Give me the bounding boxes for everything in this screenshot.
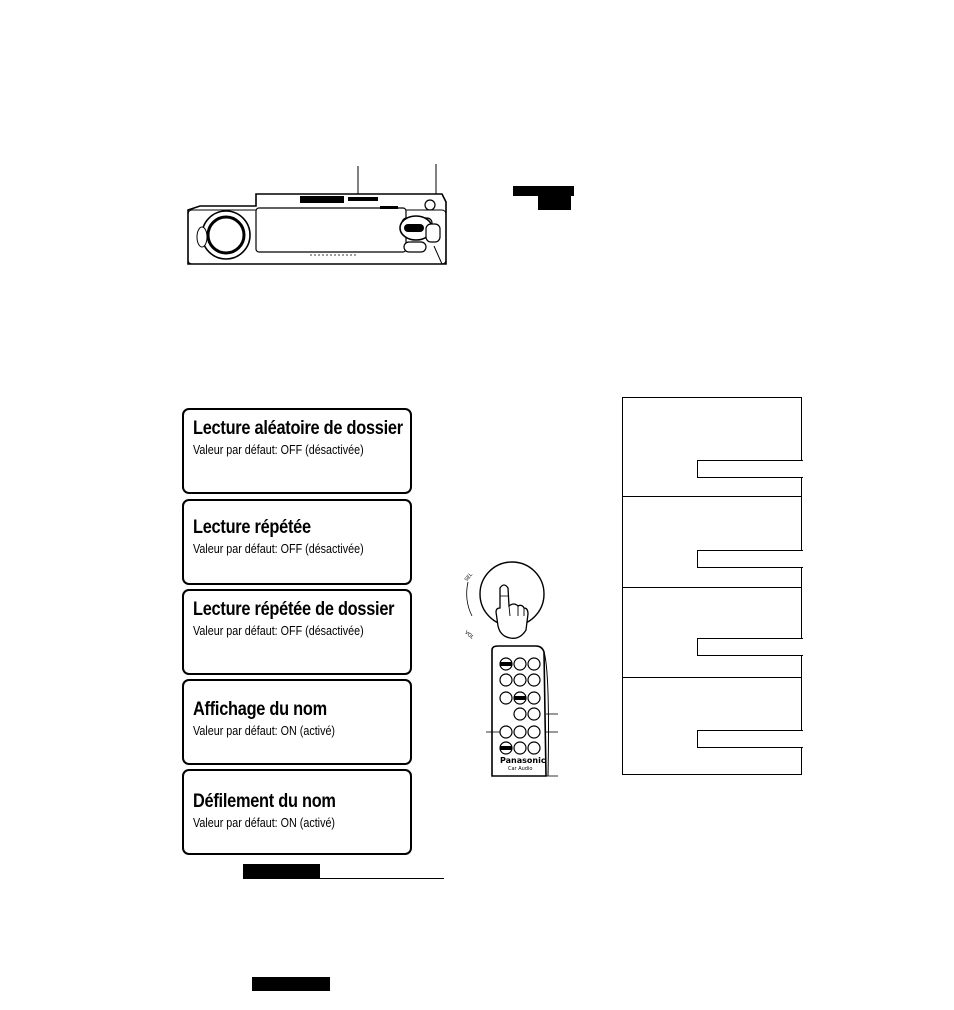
underline-rule [320, 878, 444, 879]
remote-subbrand: Car Audio [508, 766, 533, 772]
setting-box-folder-repeat [182, 589, 412, 675]
redacted-label-footer [252, 977, 330, 991]
setting-title: Affichage du nom [193, 699, 327, 720]
panel-divider [623, 677, 801, 678]
setting-box-repeat [182, 499, 412, 585]
display-field-2 [697, 550, 803, 568]
panel-divider [623, 496, 801, 497]
remote-brand: Panasonic [500, 756, 546, 765]
display-field-1 [697, 460, 803, 478]
panel-divider [623, 587, 801, 588]
volume-knob-illustration [460, 550, 560, 650]
head-unit-drawing [180, 160, 450, 272]
setting-default-value: Valeur par défaut: ON (activé) [193, 724, 336, 738]
setting-default-value: Valeur par défaut: ON (activé) [193, 816, 336, 830]
display-field-3 [697, 638, 803, 656]
setting-title: Défilement du nom [193, 791, 336, 812]
setting-title: Lecture répétée de dossier [193, 599, 395, 620]
setting-title: Lecture répétée [193, 517, 311, 538]
setting-default-value: Valeur par défaut: OFF (désactivée) [193, 443, 364, 457]
svg-text:SEL: SEL [463, 571, 475, 583]
head-unit-illustration [180, 160, 450, 272]
redacted-label-bottom [243, 864, 320, 879]
setting-box-name-scroll [182, 769, 412, 855]
setting-box-folder-random [182, 408, 412, 494]
display-field-4 [697, 730, 803, 748]
svg-text:VOL: VOL [463, 629, 475, 641]
redacted-label-top [513, 186, 574, 196]
redacted-label-top-2 [538, 196, 571, 210]
hand-press-knob-icon [460, 550, 560, 650]
setting-default-value: Valeur par défaut: OFF (désactivée) [193, 624, 364, 638]
setting-title: Lecture aléatoire de dossier [193, 418, 403, 439]
remote-control-illustration [486, 642, 562, 782]
setting-default-value: Valeur par défaut: OFF (désactivée) [193, 542, 364, 556]
display-panel [622, 397, 802, 775]
setting-box-name-display [182, 679, 412, 765]
